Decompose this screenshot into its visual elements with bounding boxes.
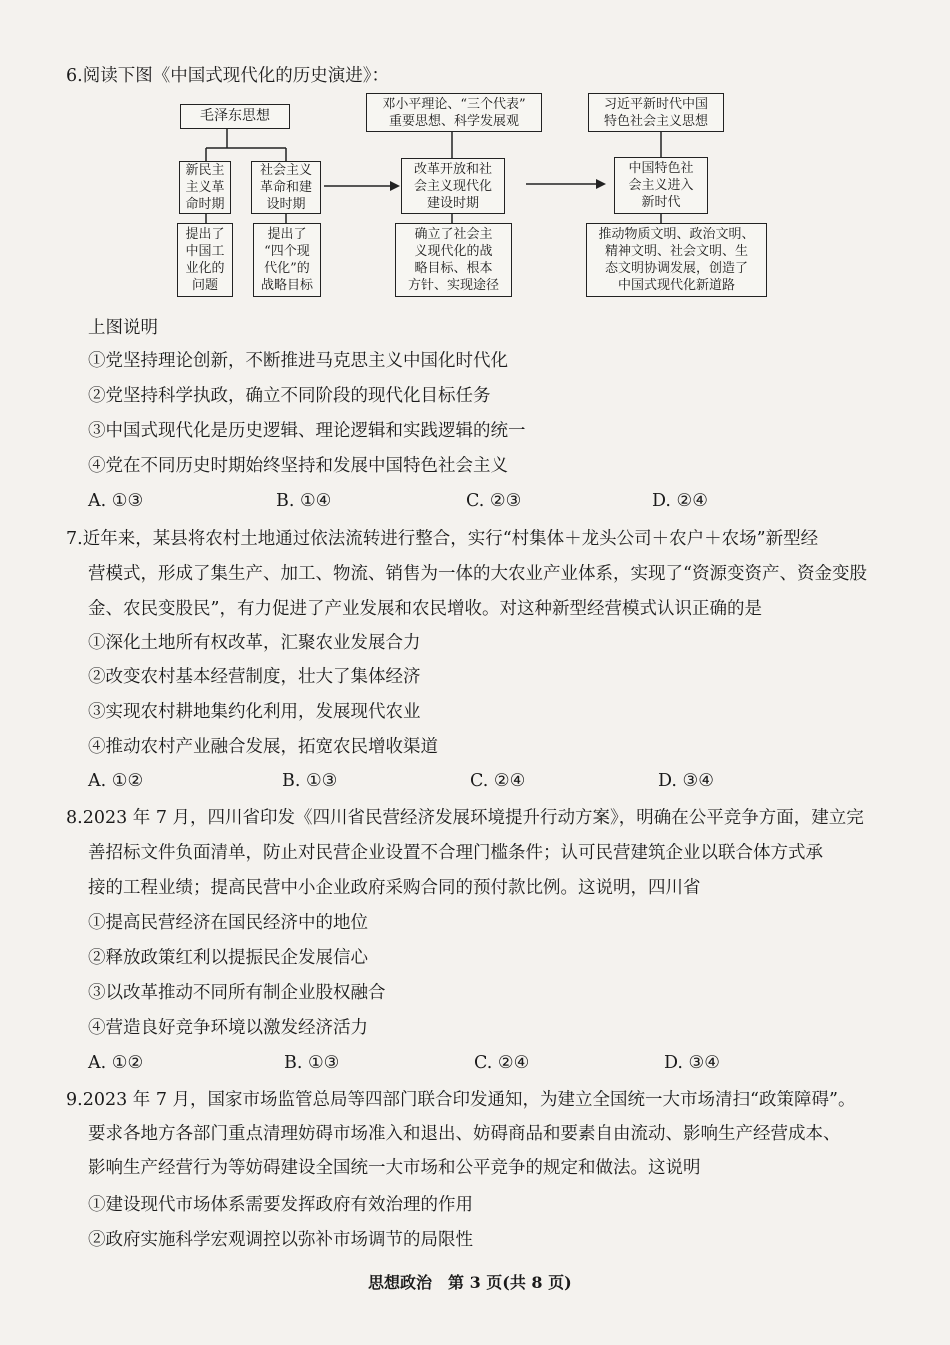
q7-item: ③实现农村耕地集约化利用，发展现代农业 [88,702,421,722]
new-democracy-period-box: 新民主 主义革 命时期 [179,161,231,214]
four-modernizations-note-box: 提出了 “四个现 代化”的 战略目标 [253,223,321,297]
new-era-period-box: 中国特色社 会主义进入 新时代 [614,157,708,214]
q6-caption: 上图说明 [88,318,158,338]
q6-option-d[interactable]: D. ②④ [652,491,708,511]
q8-item: ①提高民营经济在国民经济中的地位 [88,913,368,933]
mao-thought-box: 毛泽东思想 [180,104,290,129]
q6-item: ④党在不同历史时期始终坚持和发展中国特色社会主义 [88,456,508,476]
q6-option-a[interactable]: A. ①③ [88,491,144,511]
q6-item: ①党坚持理论创新，不断推进马克思主义中国化时代化 [88,351,508,371]
q7-option-c[interactable]: C. ②④ [470,771,526,791]
q9-stem-line: 9.2023 年 7 月，国家市场监管总局等四部门联合印发通知，为建立全国统一大市场清扫“政策障碍”。 [66,1090,856,1110]
q9-stem-line: 影响生产经营行为等妨碍建设全国统一大市场和公平竞争的规定和做法。这说明 [88,1158,701,1178]
q8-option-c[interactable]: C. ②④ [474,1053,530,1073]
q6-option-c[interactable]: C. ②③ [466,491,522,511]
q8-stem-line: 8.2023 年 7 月，四川省印发《四川省民营经济发展环境提升行动方案》，明确在公平竞争方面，建立完 [66,808,864,828]
q7-stem-line: 营模式，形成了集生产、加工、物流、销售为一体的大农业产业体系，实现了“资源变资产、资金变股 [88,564,867,584]
q7-option-b[interactable]: B. ①③ [282,771,338,791]
q7-item: ④推动农村产业融合发展，拓宽农民增收渠道 [88,737,438,757]
q8-item: ②释放政策红利以提振民企发展信心 [88,948,368,968]
q8-item: ④营造良好竞争环境以激发经济活力 [88,1018,368,1038]
page-footer: 思想政治 第 3 页(共 8 页) [368,1273,572,1292]
q6-option-b[interactable]: B. ①④ [276,491,332,511]
industrialization-note-box: 提出了 中国工 业化的 问题 [177,223,233,297]
q8-stem-line: 接的工程业绩；提高民营中小企业政府采购合同的预付款比例。这说明，四川省 [88,878,701,898]
reform-opening-period-box: 改革开放和社 会主义现代化 建设时期 [401,158,505,214]
q7-stem-line: 7.近年来，某县将农村土地通过依法流转进行整合，实行“村集体＋龙头公司＋农户＋农场”新型经 [66,529,819,549]
q8-option-d[interactable]: D. ③④ [664,1053,720,1073]
q7-option-a[interactable]: A. ①② [88,771,144,791]
q6-item: ②党坚持科学执政，确立不同阶段的现代化目标任务 [88,386,491,406]
q7-item: ②改变农村基本经营制度，壮大了集体经济 [88,667,421,687]
deng-theory-box: 邓小平理论、“三个代表” 重要思想、科学发展观 [366,93,542,132]
q6-item: ③中国式现代化是历史逻辑、理论逻辑和实践逻辑的统一 [88,421,526,441]
new-path-note-box: 推动物质文明、政治文明、 精神文明、社会文明、生 态文明协调发展，创造了 中国式现代化新道路 [586,223,767,297]
q9-item: ②政府实施科学宏观调控以弥补市场调节的局限性 [88,1230,473,1250]
q8-item: ③以改革推动不同所有制企业股权融合 [88,983,386,1003]
q6-stem: 6.阅读下图《中国式现代化的历史演进》： [66,66,389,86]
q8-option-b[interactable]: B. ①③ [284,1053,340,1073]
q7-stem-line: 金、农民变股民”，有力促进了产业发展和农民增收。对这种新型经营模式认识正确的是 [88,599,762,619]
xi-thought-box: 习近平新时代中国 特色社会主义思想 [588,93,724,132]
q8-option-a[interactable]: A. ①② [88,1053,144,1073]
q7-option-d[interactable]: D. ③④ [658,771,714,791]
socialist-construction-period-box: 社会主义 革命和建 设时期 [251,161,321,214]
q7-item: ①深化土地所有权改革，汇聚农业发展合力 [88,633,421,653]
q9-item: ①建设现代市场体系需要发挥政府有效治理的作用 [88,1195,473,1215]
strategy-note-box: 确立了社会主 义现代化的战 略目标、根本 方针、实现途径 [395,223,512,297]
q8-stem-line: 善招标文件负面清单，防止对民营企业设置不合理门槛条件；认可民营建筑企业以联合体方式承 [88,843,823,863]
q9-stem-line: 要求各地方各部门重点清理妨碍市场准入和退出、妨碍商品和要素自由流动、影响生产经营成本、 [88,1124,841,1144]
